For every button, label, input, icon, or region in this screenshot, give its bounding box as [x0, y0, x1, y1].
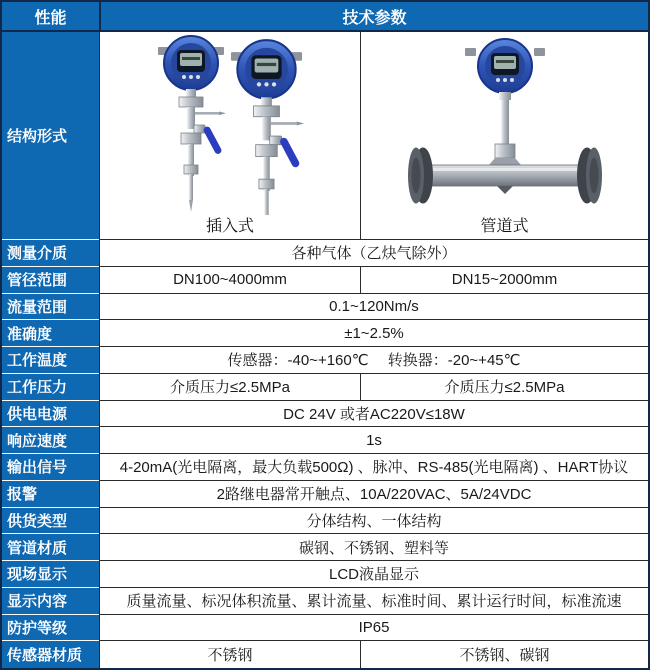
- row-value: 分体结构、一体结构: [99, 508, 648, 535]
- row-protection-grade: [2, 615, 648, 642]
- row-label: 流量范围: [2, 294, 99, 321]
- row-label: 管道材质: [2, 534, 99, 561]
- row-value: ±1~2.5%: [99, 320, 648, 347]
- row-label: 测量介质: [2, 240, 99, 267]
- row-onsite-display: [2, 561, 648, 588]
- row-response-speed: [2, 427, 648, 454]
- row-value: DC 24V 或者AC220V≤18W: [99, 401, 648, 428]
- pipeline-type-caption: 管道式: [480, 218, 529, 235]
- row-value: 4-20mA(光电隔离，最大负载500Ω) 、脉冲、RS-485(光电隔离) 、HART协议: [99, 454, 648, 481]
- row-label: 管径范围: [2, 267, 99, 294]
- row-value: 0.1~120Nm/s: [99, 294, 648, 321]
- row-label: 现场显示: [2, 561, 99, 588]
- structure-row: [2, 32, 648, 240]
- row-label: 准确度: [2, 320, 99, 347]
- row-flow-range: [2, 294, 648, 321]
- pipeline-meter-image: [361, 32, 648, 215]
- row-power-supply: [2, 401, 648, 428]
- row-label: 传感器材质: [2, 641, 99, 668]
- row-label: 防护等级: [2, 615, 99, 642]
- row-accuracy: [2, 320, 648, 347]
- row-value: 各种气体（乙炔气除外）: [99, 240, 648, 267]
- header-technical-parameters: 技术参数: [99, 2, 648, 30]
- insertion-type-cell: [99, 32, 360, 240]
- row-output-signal: [2, 454, 648, 481]
- row-alarm: [2, 481, 648, 508]
- row-value: 传感器：-40~+160℃ 转换器：-20~+45℃: [99, 347, 648, 374]
- row-label: 报警: [2, 481, 99, 508]
- row-sensor-material: [2, 641, 648, 668]
- header-performance: 性能: [2, 2, 99, 30]
- insertion-meter-image: [100, 32, 360, 215]
- row-value: 2路继电器常开触点、10A/220VAC、5A/24VDC: [99, 481, 648, 508]
- row-supply-type: [2, 508, 648, 535]
- row-label: 显示内容: [2, 588, 99, 615]
- pipeline-flow-meter-icon: [385, 34, 625, 214]
- pipeline-type-cell: [360, 32, 648, 240]
- row-working-temperature: [2, 347, 648, 374]
- row-label: 工作压力: [2, 374, 99, 401]
- row-working-pressure: [2, 374, 648, 401]
- insertion-flow-meter-icon: [118, 33, 343, 215]
- row-value: 碳钢、不锈钢、塑料等: [99, 534, 648, 561]
- insertion-type-caption: 插入式: [205, 218, 254, 235]
- row-value: IP65: [99, 615, 648, 642]
- row-label: 供电电源: [2, 401, 99, 428]
- row-pipe-diameter-range: [2, 267, 648, 294]
- row-value: 质量流量、标况体积流量、累计流量、标准时间、累计运行时间，标准流速: [99, 588, 648, 615]
- row-value: LCD液晶显示: [99, 561, 648, 588]
- row-label: 响应速度: [2, 427, 99, 454]
- row-value-insertion: 介质压力≤2.5MPa: [99, 374, 360, 401]
- row-value-insertion: DN100~4000mm: [99, 267, 360, 294]
- row-value-pipeline: 不锈钢、碳钢: [360, 641, 648, 668]
- row-measuring-medium: [2, 240, 648, 267]
- row-label-structure-type: 结构形式: [2, 32, 99, 240]
- row-display-content: [2, 588, 648, 615]
- row-value-pipeline: DN15~2000mm: [360, 267, 648, 294]
- row-value: 1s: [99, 427, 648, 454]
- header-row: [2, 2, 648, 32]
- row-pipe-material: [2, 534, 648, 561]
- row-label: 输出信号: [2, 454, 99, 481]
- row-label: 供货类型: [2, 508, 99, 535]
- row-value-pipeline: 介质压力≤2.5MPa: [360, 374, 648, 401]
- row-label: 工作温度: [2, 347, 99, 374]
- row-value-insertion: 不锈钢: [99, 641, 360, 668]
